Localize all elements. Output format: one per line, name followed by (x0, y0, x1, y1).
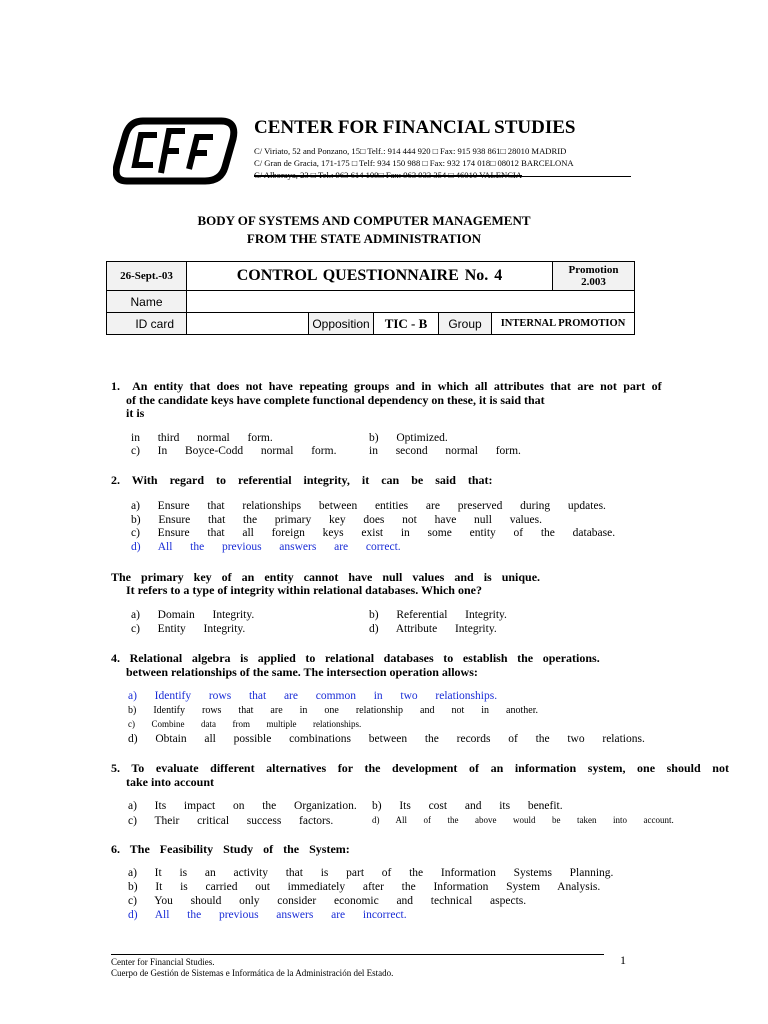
q3-option-c[interactable]: c) Entity Integrity. (131, 623, 246, 635)
q3-option-a[interactable]: a) Domain Integrity. (131, 609, 255, 621)
name-label-cell (106, 290, 187, 313)
opposition-label: Opposition (312, 316, 370, 331)
question-6: 6. The Feasibility Study of the System: (111, 842, 350, 856)
document-heading-line1: BODY OF SYSTEMS AND COMPUTER MANAGEMENT (197, 213, 531, 228)
q1-option-a[interactable]: in third normal form. (131, 432, 273, 444)
group-label-cell (438, 312, 492, 335)
q1-option-b[interactable]: b) Optimized. (369, 432, 448, 444)
opposition-value: TIC - B (384, 315, 428, 331)
question-4-line2: between relationships of the same. The intersection operation allows: (111, 665, 478, 679)
q4-option-b[interactable]: b) Identify rows that are in one relationship and not in another. (128, 705, 538, 716)
header-divider (254, 176, 631, 177)
cef-logo (113, 117, 239, 185)
address-valencia: C/ Alboraya, 23 □ Tel.: 963 614 109□ Fax: 963 933 354 □ 46010 VALENCIA (254, 170, 523, 180)
q4-option-d[interactable]: d) Obtain all possible combinations between the records of the two relations. (128, 733, 645, 745)
id-label-cell (106, 312, 187, 335)
q5-option-c[interactable]: c) Their critical success factors. (128, 815, 334, 827)
q5-option-a[interactable]: a) Its impact on the Organization. (128, 800, 357, 812)
question-2: 2. With regard to referential integrity, it can be said that: (111, 473, 493, 487)
q2-option-c[interactable]: c) Ensure that all foreign keys exist in some entity of the database. (131, 527, 616, 539)
q6-option-c[interactable]: c) You should only consider economic and technical aspects. (128, 895, 527, 907)
question-1-line2: of the candidate keys have complete functional dependency on these, it is said that (111, 393, 545, 407)
name-field[interactable] (186, 290, 635, 313)
id-card-field[interactable] (186, 312, 309, 335)
org-title: CENTER FOR FINANCIAL STUDIES (254, 117, 576, 138)
document-heading-line2: FROM THE STATE ADMINISTRATION (246, 231, 482, 246)
promotion-cell (552, 261, 635, 291)
group-value-cell (491, 312, 635, 335)
id-card-label: ID card (135, 316, 174, 331)
q5-option-d[interactable]: d) All of the above would be taken into account. (372, 815, 674, 825)
question-1-line3: it is (111, 406, 145, 420)
q6-option-d[interactable]: d) All the previous answers are incorrect. (128, 909, 407, 921)
question-3-line1: The primary key of an entity cannot have null values and is unique. (111, 570, 541, 584)
date-value: 26-Sept.-03 (120, 270, 173, 282)
question-4-line1: 4. Relational algebra is applied to relational databases to establish the operations. (111, 651, 600, 665)
page-number: 1 (620, 953, 626, 967)
q5-option-b[interactable]: b) Its cost and its benefit. (372, 800, 563, 812)
question-1-line1: 1. An entity that does not have repeating groups and in which all attributes that are not part of (111, 379, 662, 393)
question-5-line2: take into account (111, 775, 214, 789)
opposition-value-cell (373, 312, 439, 335)
q2-option-b[interactable]: b) Ensure that the primary key does not have null values. (131, 514, 542, 526)
question-5-line1: 5. To evaluate different alternatives for the development of an information system, one should not (111, 761, 729, 775)
footer-line2: Cuerpo de Gestión de Sistemas e Informática de la Administración del Estado. (111, 968, 394, 978)
title-cell (186, 261, 553, 291)
question-3-line2: It refers to a type of integrity within relational databases. Which one? (111, 583, 482, 597)
q1-option-c[interactable]: c) In Boyce-Codd normal form. (131, 445, 337, 457)
address-madrid: C/ Viriato, 52 and Ponzano, 15□ Telf.: 914 444 920 □ Fax: 915 938 861□ 28010 MADRID (254, 146, 567, 156)
questionnaire-title: CONTROL QUESTIONNAIRE No. 4 (236, 267, 503, 284)
q3-option-b[interactable]: b) Referential Integrity. (369, 609, 507, 621)
q2-option-a[interactable]: a) Ensure that relationships between entities are preserved during updates. (131, 500, 606, 512)
q4-option-a[interactable]: a) Identify rows that are common in two relationships. (128, 690, 498, 702)
promotion-value: 2.003 (581, 276, 606, 288)
footer-line1: Center for Financial Studies. (111, 957, 215, 967)
address-barcelona: C/ Gran de Gracia, 171-175 □ Telf: 934 150 988 □ Fax: 932 174 018□ 08012 BARCELONA (254, 158, 574, 168)
opposition-label-cell (308, 312, 374, 335)
promotion-label: Promotion (568, 264, 619, 276)
form-header-table (106, 261, 635, 335)
q6-option-b[interactable]: b) It is carried out immediately after the Information System Analysis. (128, 881, 601, 893)
q3-option-d[interactable]: d) Attribute Integrity. (369, 623, 497, 635)
q4-option-c[interactable]: c) Combine data from multiple relationships. (128, 719, 362, 729)
name-label: Name (130, 294, 163, 309)
group-label: Group (448, 316, 482, 331)
q6-option-a[interactable]: a) It is an activity that is part of the Information Systems Planning. (128, 867, 614, 879)
date-cell (106, 261, 187, 291)
q1-option-d[interactable]: in second normal form. (369, 445, 521, 457)
q2-option-d[interactable]: d) All the previous answers are correct. (131, 541, 401, 553)
footer-divider (111, 954, 604, 955)
group-value: INTERNAL PROMOTION (500, 318, 626, 329)
